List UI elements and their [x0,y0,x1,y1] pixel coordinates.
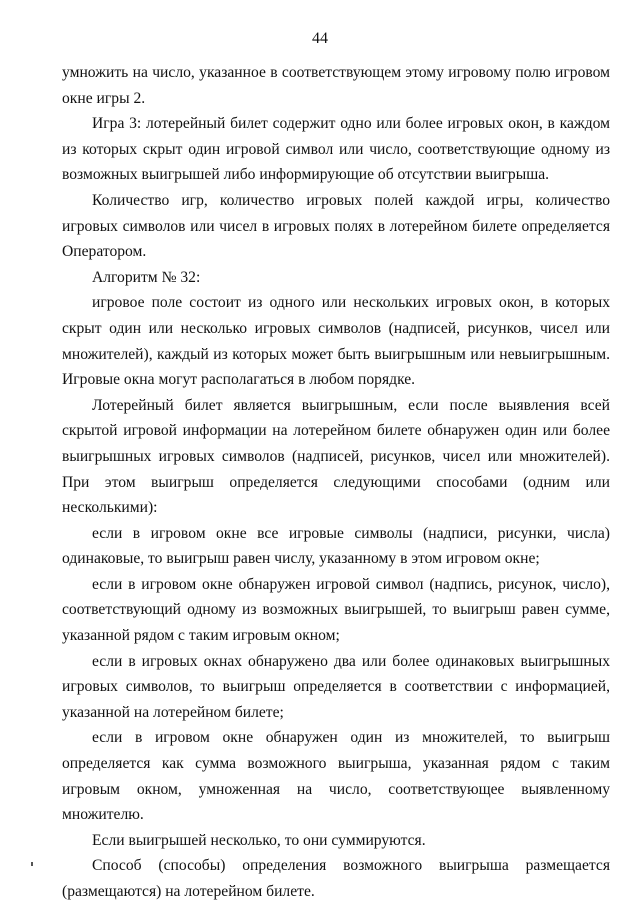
paragraph-game-count: Количество игр, количество игровых полей каждой игры, количество игровых символов или чисел в игровых полях в лотерейном билете определяется Оператором. [62,191,610,261]
scan-speck [31,862,33,866]
paragraph-rule-multiplier: если в игровом окне обнаружен один из множителей, то выигрыш определяется как сумма возможного выигрыша, указанная рядом с таким игровым окном, умноженная на число, соответствующее выявленному множителю. [62,729,610,824]
paragraph-continuation: умножить на число, указанное в соответствующем этому игровому полю игровом окне игры 2. [62,64,610,107]
paragraph-method-placement: Способ (способы) определения возможного выигрыша размещается (размещаются) на лотерейном билете. [62,857,610,900]
paragraph-game-field: игровое поле состоит из одного или нескольких игровых окон, в которых скрыт один или несколько игровых символов (надписей, рисунков, чисел или множителей), каждый из которых может быть выигрышным или невыигрышным. Игровые окна могут располагаться в любом порядке. [62,294,610,389]
paragraph-sum-wins: Если выигрышей несколько, то они суммируются. [92,831,426,849]
page-number: 44 [312,30,328,47]
paragraph-rule-same-symbols: если в игровом окне все игровые символы (надписи, рисунки, числа) одинаковые, то выигрыш равен числу, указанному в этом игровом окне; [62,524,610,568]
paragraph-winning-ticket: Лотерейный билет является выигрышным, если после выявления всей скрытой игровой информации на лотерейном билете обнаружен один или более выигрышных игровых символов (надписей, рисунков, чисел или множителей). При этом выигрыш определяется следующими способами (одним или несколькими): [62,396,610,517]
paragraph-algorithm-heading: Алгоритм № 32: [92,268,201,286]
paragraph-game-3: Игра 3: лотерейный билет содержит одно или более игровых окон, в каждом из которых скрыт один игровой символ или число, соответствующие одному из возможных выигрышей либо информирующие об отсутствии выигрыша. [62,115,610,184]
paragraph-rule-identical-symbols: если в игровых окнах обнаружено два или более одинаковых выигрышных игровых символов, то выигрыш определяется в соответствии с информацией, указанной на лотерейном билете; [62,652,610,721]
paragraph-rule-matching-prize: если в игровом окне обнаружен игровой символ (надпись, рисунок, число), соответствующий одному из возможных выигрышей, то выигрыш равен сумме, указанной рядом с таким игровым окном; [62,575,610,645]
document-body [62,60,610,905]
